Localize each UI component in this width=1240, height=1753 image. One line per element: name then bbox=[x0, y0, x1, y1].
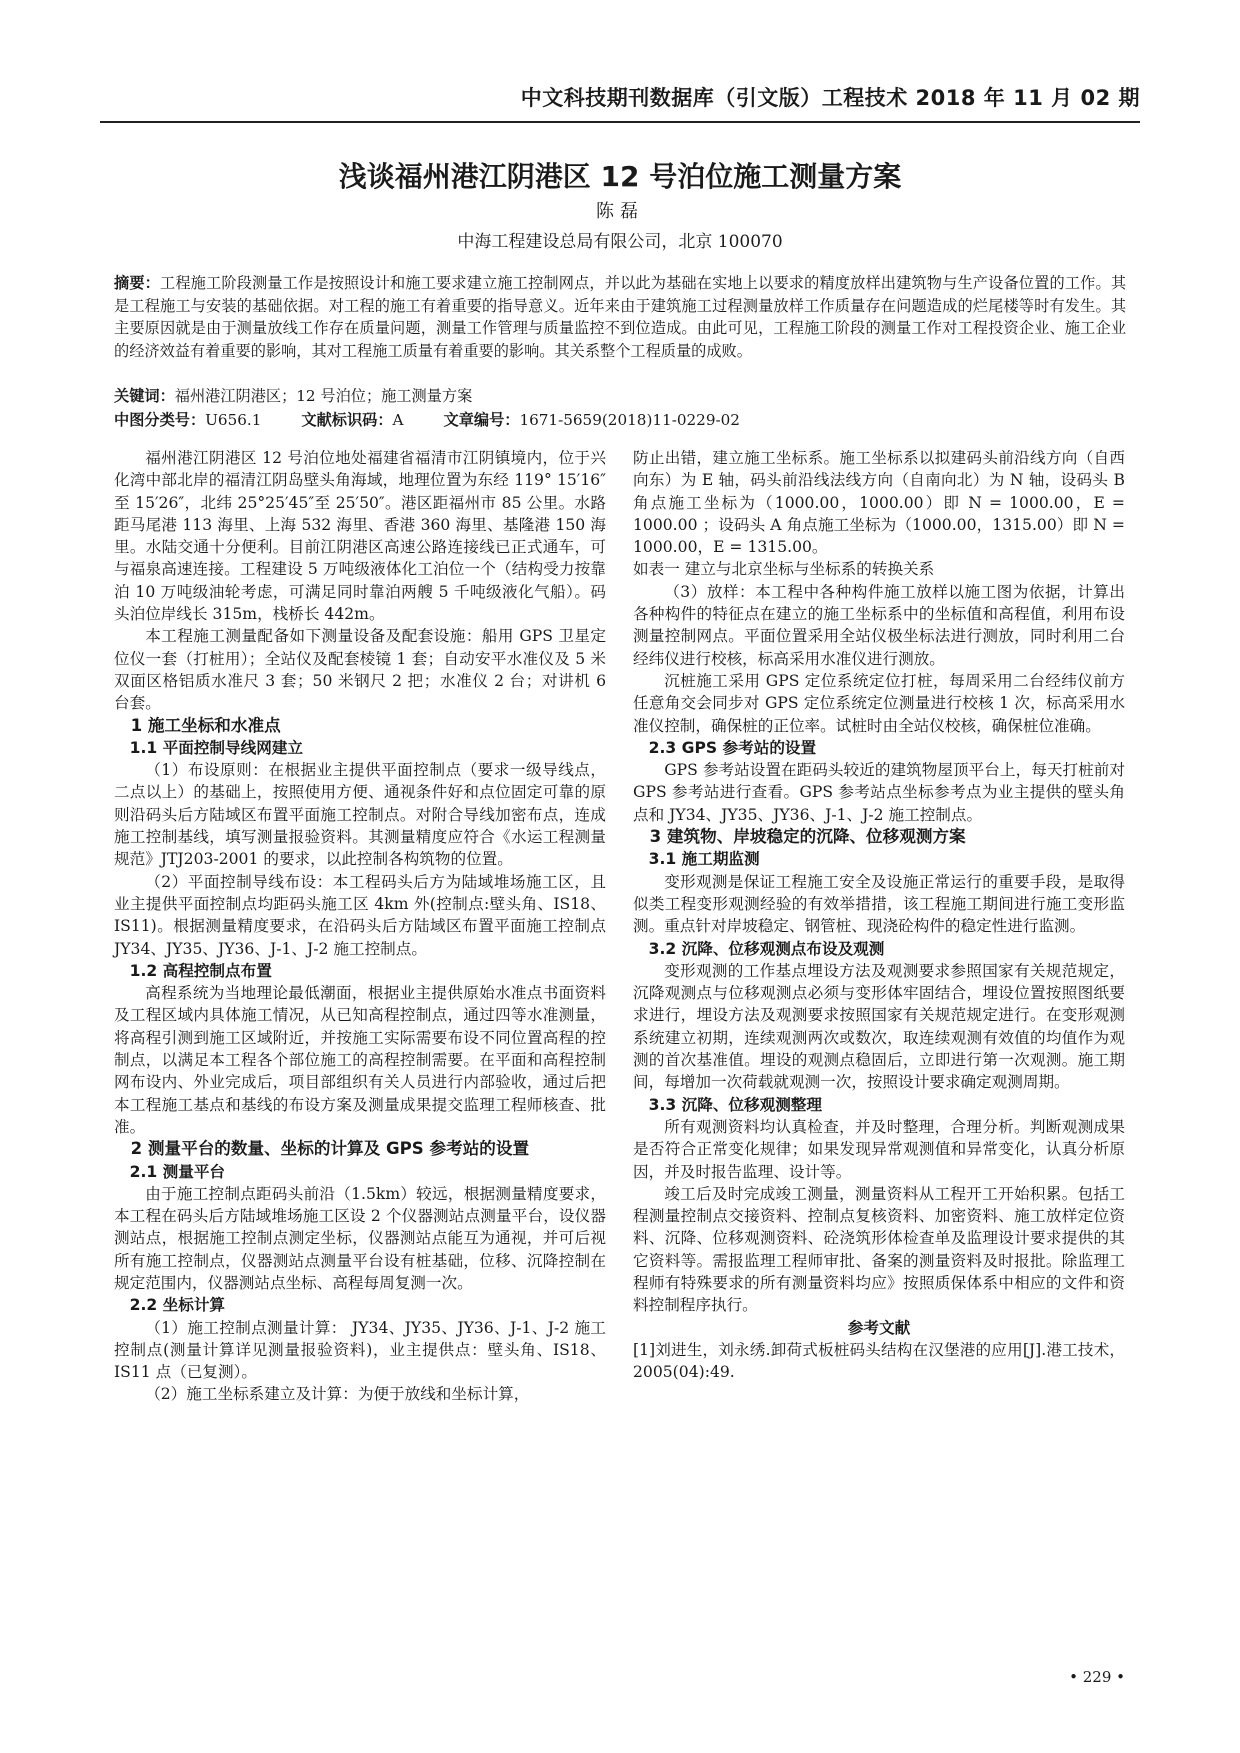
section-heading: 1 施工坐标和水准点 bbox=[130, 715, 281, 735]
page-number: • 229 • bbox=[1069, 1668, 1125, 1686]
paragraph: 防止出错，建立施工坐标系。施工坐标系以拟建码头前沿线方向（自西向东）为 E 轴，码头前沿线法线方向（自南向北）为 N 轴，设码头 B 角点施工坐标为（1000.00，1000.00）即 N = 1000.00，E = 1000.00 ；设码头 A 角点施工坐标为（1000.00，1315.00）即 N = 1000.00，E = 1315.00。 bbox=[633, 449, 1125, 557]
paragraph: [1]刘进生，刘永绣.卸荷式板桩码头结构在汉堡港的应用[J].港工技术，2005(04):49. bbox=[633, 1340, 1125, 1382]
paragraph: （3）放样：本工程中各种构件施工放样以施工图为依据，计算出各种构件的特征点在建立的施工坐标系中的坐标值和高程值，利用布设测量控制网点。平面位置采用全站仪极坐标法进行测放，同时利用二台经纬仪进行校核，标高采用水准仪进行测放。 bbox=[633, 582, 1125, 668]
section-heading: 2.1 测量平台 bbox=[129, 1162, 226, 1181]
paragraph: GPS 参考站设置在距码头较近的建筑物屋顶平台上，每天打桩前对 GPS 参考站进行查看。GPS 参考站点坐标参考点为业主提供的壁头角点和 JY34、JY35、JY36、J-1、J-2 施工控制点。 bbox=[633, 761, 1125, 824]
section-heading: 3.2 沉降、位移观测点布设及观测 bbox=[648, 939, 885, 958]
paragraph: 所有观测资料均认真检查，并及时整理，合理分析。判断观测成果是否符合正常变化规律；如果发现异常观测值和异常变化，认真分析原因，并及时报告监理、设计等。 bbox=[633, 1117, 1125, 1181]
paragraph: 沉桩施工采用 GPS 定位系统定位打桩，每周采用二台经纬仪前方任意角交会同步对 GPS 定位系统定位测量进行校核 1 次，标高采用水准仪控制，确保桩的正位率。试桩时由全站仪校核，确保桩位准确。 bbox=[633, 671, 1125, 735]
paragraph: 如表一 建立与北京坐标与坐标系的转换关系 bbox=[633, 560, 935, 579]
author: 陈磊 bbox=[596, 201, 644, 222]
abstract-text: 工程施工阶段测量工作是按照设计和施工要求建立施工控制网点，并以此为基础在实地上以要求的精度放样出建筑物与生产设备位置的工作。其是工程施工与安装的基础依据。对工程的施工有着重要的指导意义。近年来由于建筑施工过程测量放样工作质量存在问题造成的烂尾楼等时有发生。其主要原因就是由于测量放线工作存在质量问题，测量工作管理与质量监控不到位造成。由此可见，工程施工阶段的测量工作对工程投资企业、施工企业的经济效益有着重要的影响，其对工程施工质量有着重要的影响。其关系整个工程质量的成败。 bbox=[114, 274, 1127, 360]
keywords-text: 福州港江阴港区；12 号泊位；施工测量方案 bbox=[174, 387, 473, 405]
left-column bbox=[114, 447, 606, 1406]
keywords bbox=[114, 385, 1126, 407]
paragraph: （1）施工控制点测量计算： JY34、JY35、JY36、J-1、J-2 施工控制点(测量计算详见测量报验资料)，业主提供点：壁头角、IS18、IS11 点（已复测）。 bbox=[114, 1318, 606, 1382]
classification-line bbox=[114, 409, 1126, 431]
references-heading: 参考文献 bbox=[847, 1318, 911, 1337]
article-no-label: 文章编号： bbox=[443, 411, 520, 429]
classification-value: U656.1 bbox=[205, 411, 262, 429]
section-heading: 1.2 高程控制点布置 bbox=[129, 961, 272, 980]
paragraph: 福州港江阴港区 12 号泊位地处福建省福清市江阴镇境内，位于兴化湾中部北岸的福清江阴岛壁头角海域，地理位置为东经 119° 15′16″至 15′26″，北纬 25°25′45″至 25′50″。港区距福州市 85 公里。水路距马尾港 113 海里、上海 532 海里、香港 360 海里、基隆港 150 海里。水陆交通十分便利。目前江阴港区高速公路连接线已正式通车，可与福泉高速连接。工程建设 5 万吨级液体化工泊位一个（结构受力按靠泊 10 万吨级油轮考虑，可满足同时靠泊两艘 5 千吨级液化气船）。码头泊位岸线长 315m，栈桥长 442m。 bbox=[114, 449, 606, 624]
journal-header: 中文科技期刊数据库（引文版）工程技术 2018 年 11 月 02 期 bbox=[520, 86, 1140, 110]
classification-label: 中图分类号： bbox=[114, 411, 206, 429]
section-heading: 2.2 坐标计算 bbox=[129, 1296, 226, 1315]
article-no-value: 1671-5659(2018)11-0229-02 bbox=[519, 411, 740, 429]
doc-code-label: 文献标识码： bbox=[301, 411, 393, 429]
section-heading: 3.1 施工期监测 bbox=[648, 850, 760, 869]
paragraph: 变形观测是保证工程施工安全及设施正常运行的重要手段，是取得似类工程变形观测经验的有效举措措，该工程施工期间进行施工变形监测。重点针对岸坡稳定、钢管桩、现浇砼构件的稳定性进行监测。 bbox=[633, 872, 1125, 936]
section-heading: 2.3 GPS 参考站的设置 bbox=[648, 738, 817, 757]
paragraph: （2）施工坐标系建立及计算：为便于放线和坐标计算， bbox=[145, 1385, 530, 1404]
abstract bbox=[114, 272, 1126, 362]
section-heading: 1.1 平面控制导线网建立 bbox=[129, 738, 303, 757]
section-heading: 2 测量平台的数量、坐标的计算及 GPS 参考站的设置 bbox=[130, 1139, 530, 1159]
paper-title: 浅谈福州港江阴港区 12 号泊位施工测量方案 bbox=[338, 160, 902, 193]
section-heading: 3.3 沉降、位移观测整理 bbox=[648, 1095, 822, 1114]
paragraph: （1）布设原则：在根据业主提供平面控制点（要求一级导线点，二点以上）的基础上，按照使用方便、通视条件好和点位固定可靠的原则沿码头后方陆域区布置平面施工控制点。对附合导线加密布点，连成施工控制基线，填写测量报验资料。其测量精度应符合《水运工程测量规范》JTJ203-2001 的要求，以此控制各构筑物的位置。 bbox=[114, 761, 606, 869]
header-rule bbox=[100, 121, 1140, 123]
paragraph: 本工程施工测量配备如下测量设备及配套设施：船用 GPS 卫星定位仪一套（打桩用）；全站仪及配套棱镜 1 套；自动安平水准仪及 5 米双面区格铝质水准尺 3 套；50 米钢尺 2 把；水准仪 2 台；对讲机 6 台套。 bbox=[114, 627, 606, 713]
paragraph: 变形观测的工作基点埋设方法及观测要求参照国家有关规范规定，沉降观测点与位移观测点必须与变形体牢固结合，埋设位置按照图纸要求进行，埋设方法及观测要求按照国家有关规范规定进行。在变形观测系统建立初期，连续观测两次或数次，取连续观测有效值的均值作为观测的首次基准值。埋设的观测点稳固后，立即进行第一次观测。施工期间，每增加一次荷载就观测一次，按照设计要求确定观测周期。 bbox=[633, 961, 1125, 1092]
paragraph: 高程系统为当地理论最低潮面，根据业主提供原始水准点书面资料及工程区域内具体施工情况，从已知高程控制点，通过四等水准测量，将高程引测到施工区域附近，并按施工实际需要布设不同位置高程的控制点，以满足本工程各个部位施工的高程控制需要。在平面和高程控制网布设内、外业完成后，项目部组织有关人员进行内部验收，通过后把本工程施工基点和基线的布设方案及测量成果提交监理工程师核查、批准。 bbox=[114, 984, 606, 1136]
right-column bbox=[633, 447, 1125, 1383]
paragraph: （2）平面控制导线布设：本工程码头后方为陆域堆场施工区，且业主提供平面控制点均距码头施工区 4km 外(控制点:壁头角、IS18、IS11)。根据测量精度要求，在沿码头后方陆域区布置平面施工控制点 JY34、JY35、JY36、J-1、J-2 施工控制点。 bbox=[114, 872, 606, 958]
abstract-label: 摘要： bbox=[114, 274, 161, 292]
doc-code-value: A bbox=[392, 411, 404, 429]
paragraph: 竣工后及时完成竣工测量，测量资料从工程开工开始积累。包括工程测量控制点交接资料、控制点复核资料、加密资料、施工放样定位资料、沉降、位移观测资料、砼浇筑形体检查单及监理设计要求提供的其它资料等。需报监理工程师审批、备案的测量资料及时报批。除监理工程师有特殊要求的所有测量资料均应》按照质保体系中相应的文件和资料控制程序执行。 bbox=[633, 1184, 1125, 1315]
paragraph: 由于施工控制点距码头前沿（1.5km）较远，根据测量精度要求，本工程在码头后方陆域堆场施工区设 2 个仪器测站点测量平台，设仪器测站点，根据施工控制点测定坐标，仪器测站点能互为通视，并可后视所有施工控制点，仪器测站点测量平台设有桩基础，位移、沉降控制在规定范围内，仪器测站点坐标、高程每周复测一次。 bbox=[114, 1184, 606, 1292]
affiliation: 中海工程建设总局有限公司，北京 100070 bbox=[457, 232, 783, 252]
section-heading: 3 建筑物、岸坡稳定的沉降、位移观测方案 bbox=[649, 827, 966, 847]
keywords-label: 关键词： bbox=[114, 387, 175, 405]
